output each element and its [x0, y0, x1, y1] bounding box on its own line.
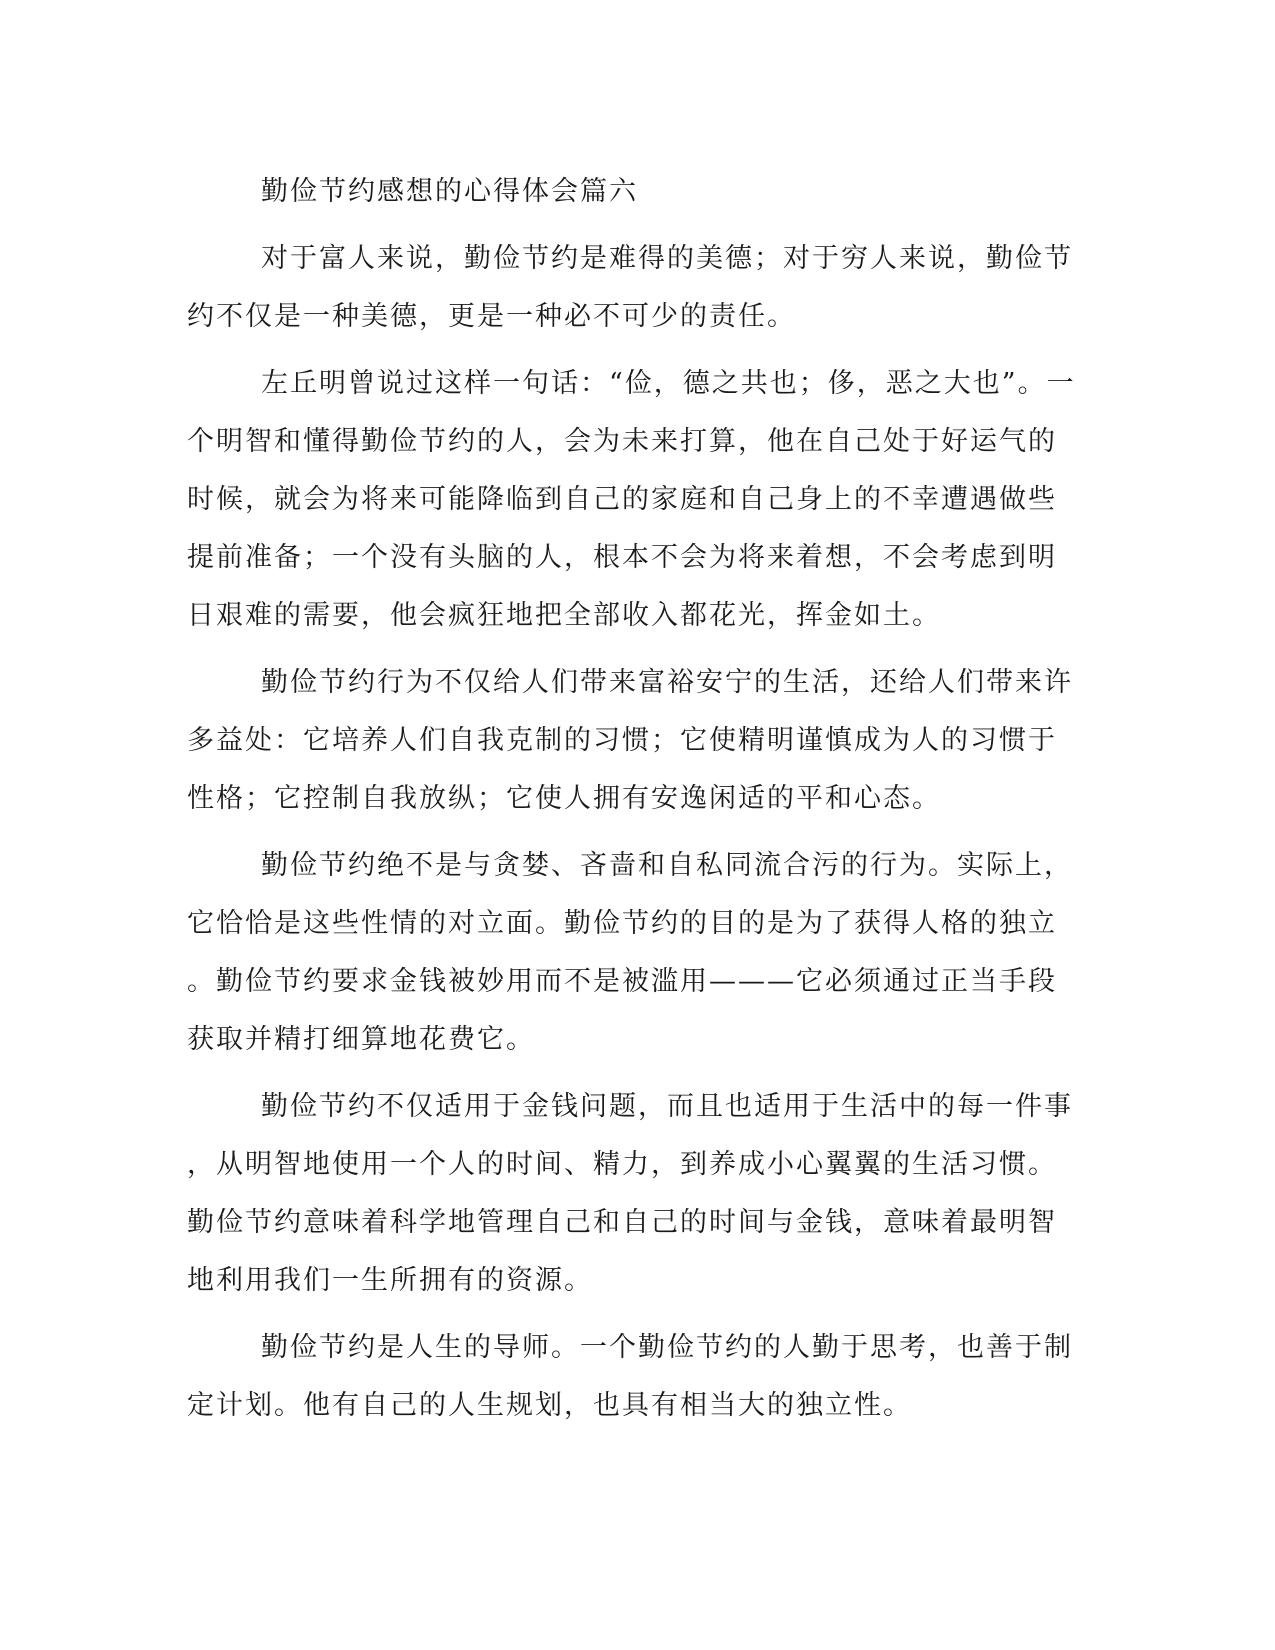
paragraph-5: [187, 1069, 1073, 1310]
paragraph-line: 勤俭节约是人生的导师。一个勤俭节约的人勤于思考，也善于制: [261, 1332, 1073, 1363]
paragraph-3: [187, 645, 1073, 828]
paragraph-line: 获取并精打细算地花费它。: [187, 1024, 535, 1055]
paragraph-line: 勤俭节约意味着科学地管理自己和自己的时间与金钱，意味着最明智: [187, 1207, 1057, 1238]
paragraph-line: 左丘明曾说过这样一句话：“俭，德之共也；侈，恶之大也”。一: [261, 368, 1076, 399]
paragraph-4: [187, 828, 1073, 1069]
paragraph-line: 提前准备；一个没有头脑的人，根本不会为将来着想，不会考虑到明: [187, 542, 1057, 573]
paragraph-line: 时候，就会为将来可能降临到自己的家庭和自己身上的不幸遭遇做些: [187, 484, 1057, 515]
paragraph-line: 多益处：它培养人们自我克制的习惯；它使精明谨慎成为人的习惯于: [187, 725, 1057, 756]
paragraph-2: [187, 346, 1076, 645]
paragraph-line: 约不仅是一种美德，更是一种必不可少的责任。: [187, 301, 796, 332]
paragraph-line: 对于富人来说，勤俭节约是难得的美德；对于穷人来说，勤俭节: [261, 243, 1073, 274]
paragraph-line: 勤俭节约行为不仅给人们带来富裕安宁的生活，还给人们带来许: [261, 667, 1073, 698]
paragraph-line: 勤俭节约不仅适用于金钱问题，而且也适用于生活中的每一件事: [261, 1091, 1073, 1122]
paragraph-line: 性格；它控制自我放纵；它使人拥有安逸闲适的平和心态。: [187, 783, 941, 814]
document-body: [187, 163, 1076, 1435]
paragraph-line: 。勤俭节约要求金钱被妙用而不是被滥用———它必须通过正当手段: [187, 966, 1057, 997]
paragraph-1: [187, 221, 1073, 346]
paragraph-line: 日艰难的需要，他会疯狂地把全部收入都花光，挥金如土。: [187, 600, 941, 631]
paragraph-line: 个明智和懂得勤俭节约的人，会为未来打算，他在自己处于好运气的: [187, 426, 1057, 457]
paragraph-line: ，从明智地使用一个人的时间、精力，到养成小心翼翼的生活习惯。: [187, 1149, 1057, 1180]
paragraph-line: 勤俭节约绝不是与贪婪、吝啬和自私同流合污的行为。实际上，: [261, 850, 1073, 881]
paragraph-line: 它恰恰是这些性情的对立面。勤俭节约的目的是为了获得人格的独立: [187, 908, 1057, 939]
paragraph-6: [187, 1310, 1073, 1435]
paragraph-line: 定计划。他有自己的人生规划，也具有相当大的独立性。: [187, 1390, 912, 1421]
paragraph-line: 地利用我们一生所拥有的资源。: [187, 1265, 593, 1296]
document-title: 勤俭节约感想的心得体会篇六: [261, 176, 638, 207]
